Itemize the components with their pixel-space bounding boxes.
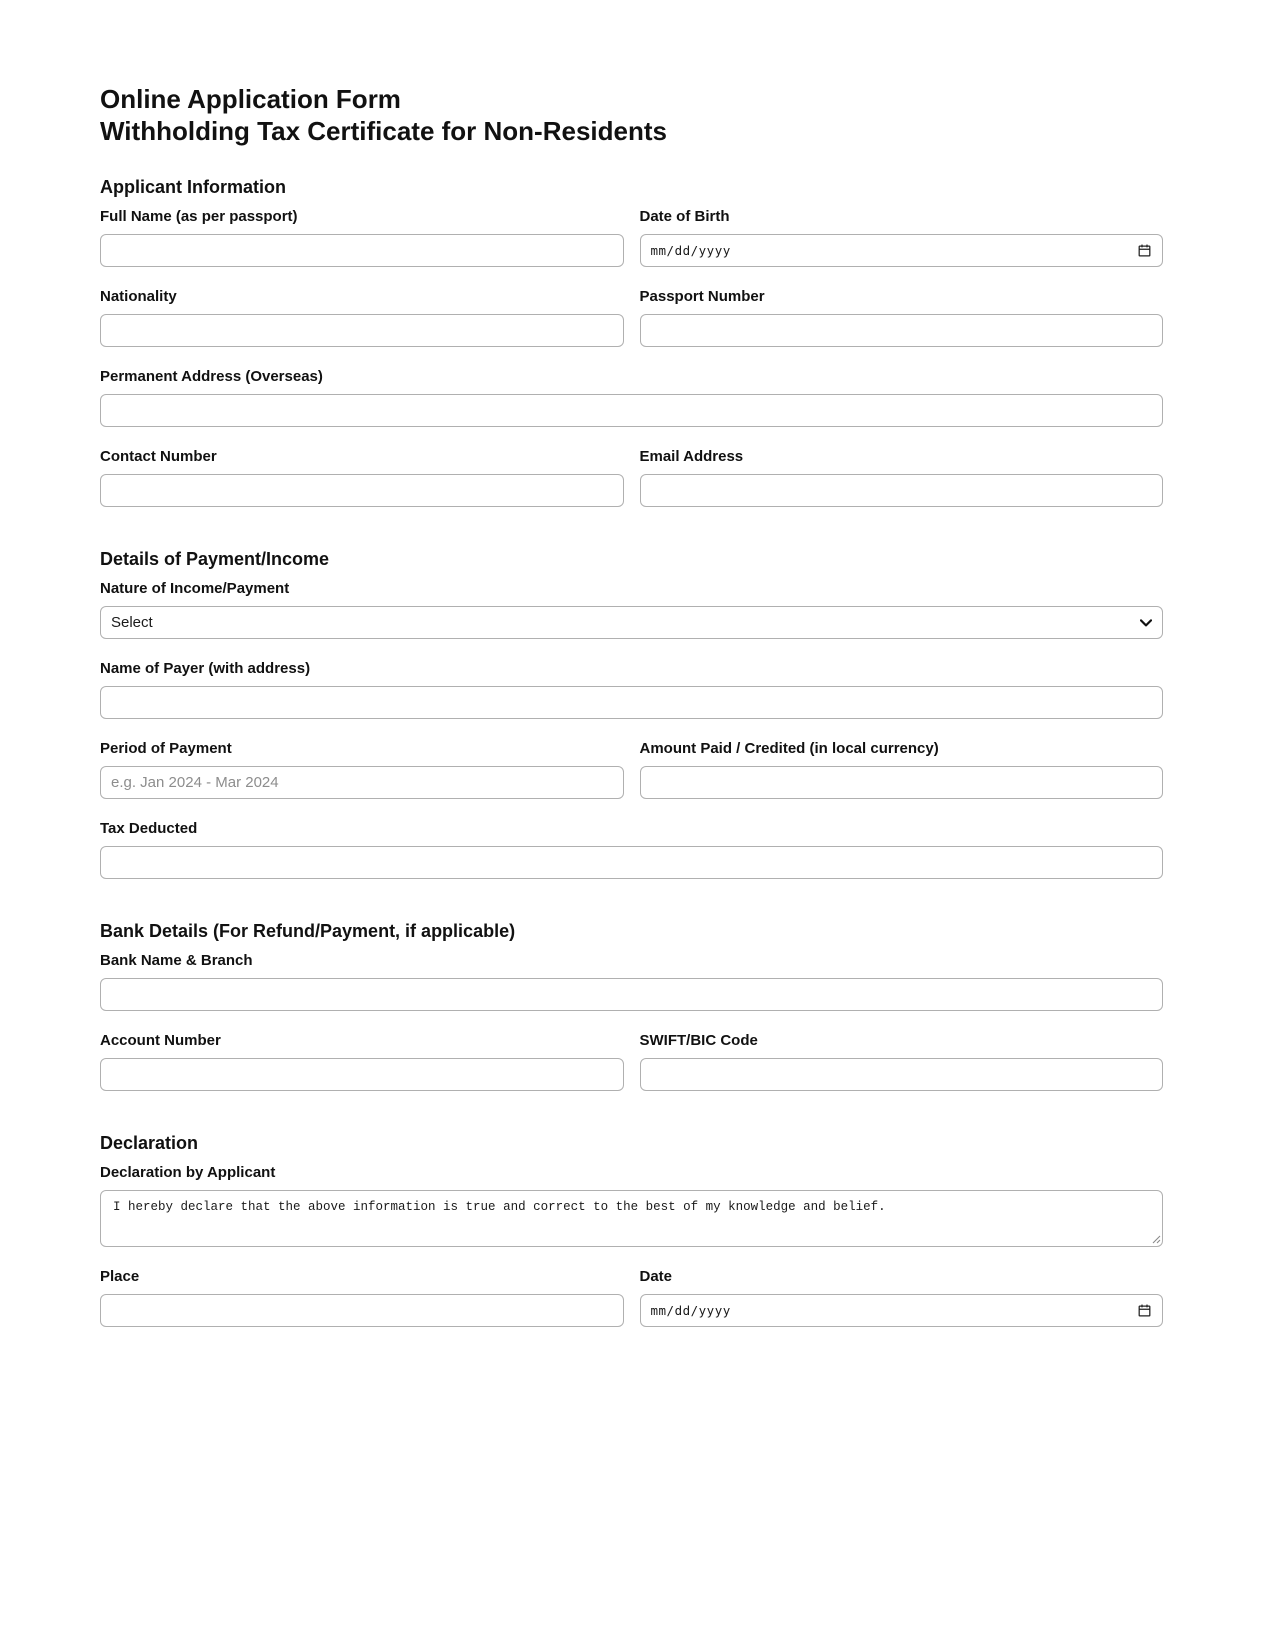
row-fullname-dob (100, 208, 1163, 267)
place-label: Place (100, 1268, 140, 1286)
tax-deducted-label: Tax Deducted (100, 820, 198, 838)
row-nature-of-income (100, 580, 1163, 639)
payment-details-heading: Details of Payment/Income (100, 549, 330, 570)
field-swift-code (640, 1032, 1164, 1091)
page-title-line2: Withholding Tax Certificate for Non-Residents (100, 115, 667, 146)
row-bank-name (100, 952, 1163, 1011)
field-name-of-payer (100, 660, 1163, 719)
field-permanent-address (100, 368, 1163, 427)
permanent-address-input[interactable] (100, 394, 1163, 427)
bank-name-label: Bank Name & Branch (100, 952, 253, 970)
field-email-address (640, 448, 1164, 507)
row-nationality-passport (100, 288, 1163, 347)
swift-code-label: SWIFT/BIC Code (639, 1032, 758, 1050)
place-input[interactable] (100, 1294, 624, 1327)
field-declaration-statement (100, 1164, 1163, 1247)
name-of-payer-input[interactable] (100, 686, 1163, 719)
field-nationality (100, 288, 624, 347)
date-of-birth-value: mm/dd/yyyy (650, 243, 731, 259)
nationality-input[interactable] (100, 314, 624, 347)
full-name-input[interactable] (100, 234, 624, 267)
field-full-name (100, 208, 624, 267)
row-permanent-address (100, 368, 1163, 427)
period-of-payment-input[interactable] (100, 766, 624, 799)
passport-number-input[interactable] (640, 314, 1164, 347)
date-of-birth-label: Date of Birth (639, 208, 730, 226)
field-nature-of-income (100, 580, 1163, 639)
row-account-swift (100, 1032, 1163, 1091)
row-contact-email (100, 448, 1163, 507)
bank-name-input[interactable] (100, 978, 1163, 1011)
row-tax-deducted (100, 820, 1163, 879)
page-title-line1: Online Application Form (100, 84, 401, 114)
field-tax-deducted (100, 820, 1163, 879)
swift-code-input[interactable] (640, 1058, 1164, 1091)
period-of-payment-label: Period of Payment (100, 740, 232, 758)
field-place (100, 1268, 624, 1327)
full-name-label: Full Name (as per passport) (100, 208, 298, 226)
page-title (100, 84, 1163, 147)
account-number-input[interactable] (100, 1058, 624, 1091)
permanent-address-label: Permanent Address (Overseas) (100, 368, 323, 386)
section-applicant-information (100, 177, 1163, 507)
date-label: Date (639, 1268, 673, 1286)
nature-of-income-select[interactable] (100, 606, 1163, 639)
declaration-textarea[interactable] (100, 1190, 1163, 1247)
contact-number-input[interactable] (100, 474, 624, 507)
section-declaration (100, 1133, 1163, 1327)
date-of-birth-input[interactable] (640, 234, 1164, 267)
field-account-number (100, 1032, 624, 1091)
date-input[interactable] (640, 1294, 1164, 1327)
row-period-amount (100, 740, 1163, 799)
field-amount-paid (640, 740, 1164, 799)
section-bank-details (100, 921, 1163, 1091)
bank-details-heading: Bank Details (For Refund/Payment, if applicable) (100, 921, 516, 942)
field-passport-number (640, 288, 1164, 347)
name-of-payer-label: Name of Payer (with address) (100, 660, 311, 678)
declaration-textarea-wrap (100, 1190, 1163, 1247)
tax-deducted-input[interactable] (100, 846, 1163, 879)
email-address-label: Email Address (639, 448, 744, 466)
amount-paid-input[interactable] (640, 766, 1164, 799)
row-name-of-payer (100, 660, 1163, 719)
field-period-of-payment (100, 740, 624, 799)
nature-of-income-label: Nature of Income/Payment (100, 580, 290, 598)
calendar-icon[interactable] (1137, 1303, 1152, 1318)
nationality-label: Nationality (100, 288, 177, 306)
section-payment-details (100, 549, 1163, 879)
passport-number-label: Passport Number (639, 288, 765, 306)
amount-paid-label: Amount Paid / Credited (in local currency) (639, 740, 939, 758)
nature-of-income-select-wrap (100, 606, 1163, 639)
email-address-input[interactable] (640, 474, 1164, 507)
row-place-date (100, 1268, 1163, 1327)
field-bank-name (100, 952, 1163, 1011)
applicant-information-heading: Applicant Information (100, 177, 286, 198)
calendar-icon[interactable] (1137, 243, 1152, 258)
declaration-statement-label: Declaration by Applicant (100, 1164, 276, 1182)
field-contact-number (100, 448, 624, 507)
account-number-label: Account Number (100, 1032, 221, 1050)
declaration-heading: Declaration (100, 1133, 199, 1154)
date-value: mm/dd/yyyy (650, 1303, 731, 1319)
field-date (640, 1268, 1164, 1327)
field-date-of-birth (640, 208, 1164, 267)
contact-number-label: Contact Number (100, 448, 217, 466)
row-declaration-text (100, 1164, 1163, 1247)
